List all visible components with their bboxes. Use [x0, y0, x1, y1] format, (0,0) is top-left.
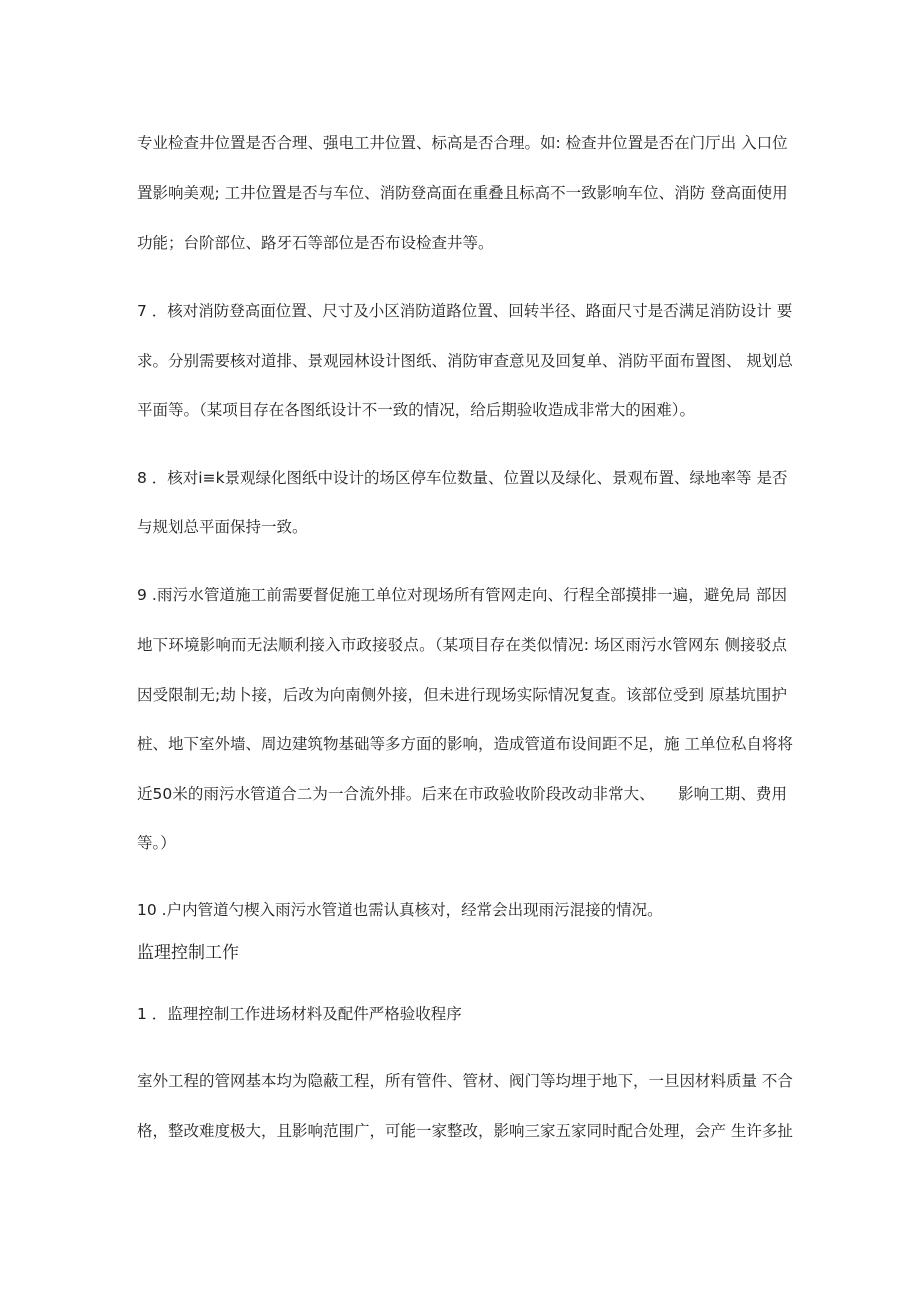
paragraph-line: 格，整改难度极大，且影响范围广，可能一家整改，影响三家五家同时配合处理，会产 生许多扯 — [137, 1122, 793, 1140]
list-item-line: 求。分别需要核对道排、景观园林设计图纸、消防审查意见及回复单、消防平面布置图、 规划总 — [137, 352, 793, 370]
list-item-line: 7 ．核对消防登高面位置、尺寸及小区消防道路位置、回转半径、路面尺寸是否满足消防设计 要 — [137, 302, 793, 320]
list-item-line: 与规划总平面保持一致。 — [137, 518, 308, 536]
paragraph-line: 功能；台阶部位、路牙石等部位是否布设检查井等。 — [137, 234, 494, 252]
list-item-line: 等。） — [137, 834, 176, 852]
list-item-line: 10 .户内管道勺楔入雨污水管道也需认真核对，经常会出现雨污混接的情况。 — [137, 901, 663, 919]
list-item-line: 桩、地下室外墙、周边建筑物基础等多方面的影响，造成管道布设间距不足，施 工单位私自将将 — [137, 735, 793, 753]
section-heading: 监理控制工作 — [137, 943, 239, 963]
list-item-line: 地下环境影响而无法顺利接入市政接驳点。（某项目存在类似情况: 场区雨污水管网东 侧接驳点 — [137, 636, 787, 654]
list-item-line: 平面等。（某项目存在各图纸设计不一致的情况，给后期验收造成非常大的困难）。 — [137, 401, 696, 419]
paragraph-line: 置影响美观; 工井位置是否与车位、消防登高面在重叠且标高不一致影响车位、消防 登高面使用 — [137, 184, 788, 202]
paragraph-line: 室外工程的管网基本均为隐蔽工程，所有管件、管材、阀门等均埋于地下，一旦因材料质量 不合 — [137, 1072, 793, 1090]
list-item-line: 近50米的雨污水管道合二为一合流外排。后来在市政验收阶段改动非常大、 影响工期、费用 — [137, 785, 787, 803]
list-item-line: 8 ．核对i≡k景观绿化图纸中设计的场区停车位数量、位置以及绿化、景观布置、绿地率等 是否 — [137, 469, 788, 487]
paragraph-line: 专业检查井位置是否合理、强电工井位置、标高是否合理。如: 检查井位置是否在门厅出 入口位 — [137, 134, 788, 152]
list-item-line: 因受限制无;劫卜接，后改为向南侧外接，但未进行现场实际情况复查。该部位受到 原基坑围护 — [137, 686, 787, 704]
list-item-line: 9 .雨污水管道施工前需要督促施工单位对现场所有管网走向、行程全部摸排一遍，避免局 部因 — [137, 586, 787, 604]
subsection-title: 1 ．监理控制工作进场材料及配件严格验收程序 — [137, 1005, 462, 1023]
